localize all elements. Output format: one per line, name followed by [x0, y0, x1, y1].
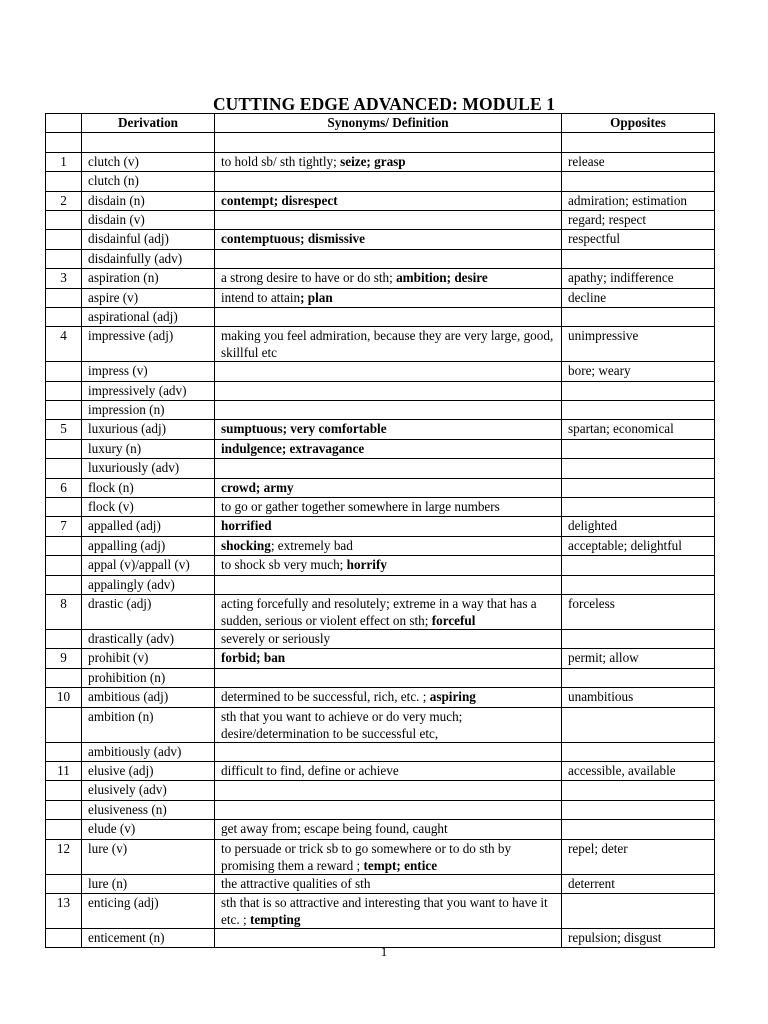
- table-row: [46, 210, 715, 229]
- opposites-cell: apathy; indifference: [562, 269, 715, 288]
- definition-cell: [215, 478, 562, 497]
- opposites-cell: bore; weary: [562, 362, 715, 381]
- opposites-cell: decline: [562, 288, 715, 307]
- definition-cell: [215, 362, 562, 381]
- derivation-cell: luxury (n): [82, 439, 215, 458]
- header-opposites: Opposites: [562, 114, 715, 133]
- definition-cell: [215, 307, 562, 326]
- derivation-cell: flock (v): [82, 498, 215, 517]
- table-row: [46, 575, 715, 594]
- definition-cell: [215, 575, 562, 594]
- derivation-cell: ambition (n): [82, 707, 215, 742]
- entry-number: [46, 668, 82, 687]
- synonym-text: horrify: [346, 557, 387, 573]
- opposites-cell: acceptable; delightful: [562, 536, 715, 555]
- entry-number: 1: [46, 152, 82, 171]
- synonym-text: contempt; disrespect: [221, 192, 338, 208]
- definition-text: a strong desire to have or do sth;: [221, 270, 397, 286]
- entry-number: [46, 362, 82, 381]
- entry-number: [46, 575, 82, 594]
- definition-cell: [215, 820, 562, 839]
- table-row: [46, 249, 715, 268]
- derivation-cell: drastic (adj): [82, 594, 215, 629]
- entry-number: 8: [46, 594, 82, 629]
- definition-cell: [215, 517, 562, 536]
- definition-cell: [215, 210, 562, 229]
- derivation-cell: lure (n): [82, 874, 215, 893]
- derivation-cell: aspirational (adj): [82, 307, 215, 326]
- definition-text: intend to attain: [221, 289, 301, 305]
- entry-number: 4: [46, 327, 82, 362]
- definition-cell: [215, 133, 562, 152]
- entry-number: [46, 401, 82, 420]
- definition-text: sth that is so attractive and interesting that you want to have it etc. ;: [221, 894, 548, 927]
- definition-text: get away from; escape being found, caught: [221, 821, 448, 837]
- definition-cell: [215, 172, 562, 191]
- table-row: [46, 839, 715, 874]
- synonym-text: contemptuous; dismissive: [221, 231, 365, 247]
- derivation-cell: ambitiously (adv): [82, 742, 215, 761]
- table-row: [46, 688, 715, 707]
- table-header-row: [46, 114, 715, 133]
- definition-cell: [215, 498, 562, 517]
- opposites-cell: [562, 381, 715, 400]
- opposites-cell: [562, 556, 715, 575]
- header-derivation: Derivation: [82, 114, 215, 133]
- opposites-cell: [562, 401, 715, 420]
- derivation-cell: elusive (adj): [82, 761, 215, 780]
- derivation-cell: impressively (adv): [82, 381, 215, 400]
- table-row: [46, 420, 715, 439]
- table-row: [46, 362, 715, 381]
- definition-cell: [215, 152, 562, 171]
- header-number: [46, 114, 82, 133]
- opposites-cell: [562, 781, 715, 800]
- entry-number: 2: [46, 191, 82, 210]
- definition-cell: [215, 288, 562, 307]
- opposites-cell: [562, 172, 715, 191]
- synonym-text: horrified: [221, 518, 272, 534]
- entry-number: [46, 536, 82, 555]
- synonym-text: shocking: [221, 537, 271, 553]
- entry-number: [46, 498, 82, 517]
- entry-number: [46, 556, 82, 575]
- definition-cell: [215, 249, 562, 268]
- derivation-cell: elusiveness (n): [82, 800, 215, 819]
- entry-number: [46, 800, 82, 819]
- table-row: [46, 761, 715, 780]
- derivation-cell: disdain (v): [82, 210, 215, 229]
- table-row: [46, 536, 715, 555]
- opposites-cell: [562, 498, 715, 517]
- table-row: [46, 459, 715, 478]
- opposites-cell: [562, 742, 715, 761]
- synonym-text: ; plan: [300, 289, 333, 305]
- opposites-cell: [562, 133, 715, 152]
- definition-text: to go or gather together somewhere in large numbers: [221, 499, 500, 515]
- opposites-cell: accessible, available: [562, 761, 715, 780]
- opposites-cell: permit; allow: [562, 649, 715, 668]
- derivation-cell: prohibition (n): [82, 668, 215, 687]
- definition-cell: [215, 707, 562, 742]
- definition-text: determined to be successful, rich, etc. ;: [221, 689, 430, 705]
- synonym-text: indulgence; extravagance: [221, 440, 365, 456]
- derivation-cell: impress (v): [82, 362, 215, 381]
- opposites-cell: [562, 575, 715, 594]
- opposites-cell: [562, 893, 715, 928]
- entry-number: [46, 307, 82, 326]
- entry-number: [46, 210, 82, 229]
- entry-number: [46, 820, 82, 839]
- opposites-cell: regard; respect: [562, 210, 715, 229]
- opposites-cell: [562, 707, 715, 742]
- table-row: [46, 893, 715, 928]
- derivation-cell: disdainfully (adv): [82, 249, 215, 268]
- definition-text: acting forcefully and resolutely; extreme in a way that has a sudden, serious or violent effect on sth;: [221, 595, 537, 628]
- derivation-cell: disdainful (adj): [82, 230, 215, 249]
- definition-text: to hold sb/ sth tightly;: [221, 153, 341, 169]
- table-row: [46, 191, 715, 210]
- table-row: [46, 152, 715, 171]
- definition-cell: [215, 269, 562, 288]
- derivation-cell: impressive (adj): [82, 327, 215, 362]
- synonym-text: tempt; entice: [363, 857, 438, 873]
- opposites-cell: [562, 668, 715, 687]
- definition-cell: [215, 649, 562, 668]
- definition-cell: [215, 191, 562, 210]
- entry-number: 3: [46, 269, 82, 288]
- entry-number: [46, 874, 82, 893]
- derivation-cell: elude (v): [82, 820, 215, 839]
- synonym-text: tempting: [249, 911, 301, 927]
- derivation-cell: aspire (v): [82, 288, 215, 307]
- table-row: [46, 327, 715, 362]
- definition-cell: [215, 381, 562, 400]
- derivation-cell: lure (v): [82, 839, 215, 874]
- table-row: [46, 381, 715, 400]
- table-row: [46, 556, 715, 575]
- entry-number: [46, 459, 82, 478]
- synonym-text: crowd; army: [221, 479, 294, 495]
- definition-cell: [215, 761, 562, 780]
- opposites-cell: admiration; estimation: [562, 191, 715, 210]
- table-row: [46, 401, 715, 420]
- definition-cell: [215, 420, 562, 439]
- table-row: [46, 439, 715, 458]
- derivation-cell: elusively (adv): [82, 781, 215, 800]
- page-number: 1: [380, 944, 388, 959]
- entry-number: 9: [46, 649, 82, 668]
- table-row: [46, 649, 715, 668]
- opposites-cell: delighted: [562, 517, 715, 536]
- definition-text: the attractive qualities of sth: [221, 875, 371, 891]
- entry-number: 6: [46, 478, 82, 497]
- entry-number: [46, 133, 82, 152]
- synonym-text: ambition; desire: [396, 270, 488, 286]
- definition-cell: [215, 327, 562, 362]
- entry-number: 11: [46, 761, 82, 780]
- opposites-cell: forceless: [562, 594, 715, 629]
- derivation-cell: appalingly (adv): [82, 575, 215, 594]
- opposites-cell: [562, 439, 715, 458]
- table-row: [46, 594, 715, 629]
- derivation-cell: flock (n): [82, 478, 215, 497]
- derivation-cell: impression (n): [82, 401, 215, 420]
- opposites-cell: deterrent: [562, 874, 715, 893]
- page-title: CUTTING EDGE ADVANCED: MODULE 1: [212, 94, 556, 114]
- entry-number: [46, 781, 82, 800]
- definition-cell: [215, 594, 562, 629]
- opposites-cell: repulsion; disgust: [562, 928, 715, 947]
- entry-number: [46, 172, 82, 191]
- definition-cell: [215, 893, 562, 928]
- table-row: [46, 707, 715, 742]
- definition-text: sth that you want to achieve or do very much; desire/determination to be successful etc,: [221, 708, 463, 741]
- table-row: [46, 230, 715, 249]
- table-row: [46, 668, 715, 687]
- definition-text: ; extremely bad: [270, 537, 353, 553]
- definition-text: to persuade or trick sb to go somewhere or to do sth by promising them a reward ;: [221, 840, 512, 873]
- opposites-cell: [562, 820, 715, 839]
- entry-number: [46, 230, 82, 249]
- derivation-cell: aspiration (n): [82, 269, 215, 288]
- opposites-cell: [562, 800, 715, 819]
- entry-number: [46, 742, 82, 761]
- opposites-cell: [562, 459, 715, 478]
- derivation-cell: clutch (n): [82, 172, 215, 191]
- table-row: [46, 629, 715, 648]
- derivation-cell: luxurious (adj): [82, 420, 215, 439]
- opposites-cell: [562, 307, 715, 326]
- entry-number: 10: [46, 688, 82, 707]
- table-row: [46, 781, 715, 800]
- definition-cell: [215, 459, 562, 478]
- vocabulary-table: [45, 113, 715, 948]
- opposites-cell: repel; deter: [562, 839, 715, 874]
- definition-cell: [215, 629, 562, 648]
- entry-number: 7: [46, 517, 82, 536]
- definition-cell: [215, 800, 562, 819]
- opposites-cell: unimpressive: [562, 327, 715, 362]
- table-row: [46, 742, 715, 761]
- table-row: [46, 498, 715, 517]
- header-definition: Synonyms/ Definition: [215, 114, 562, 133]
- table-row: [46, 820, 715, 839]
- entry-number: [46, 629, 82, 648]
- table-body: [46, 133, 715, 948]
- definition-cell: [215, 874, 562, 893]
- definition-text: severely or seriously: [221, 630, 331, 646]
- definition-cell: [215, 742, 562, 761]
- entry-number: [46, 288, 82, 307]
- definition-cell: [215, 781, 562, 800]
- derivation-cell: enticing (adj): [82, 893, 215, 928]
- definition-cell: [215, 536, 562, 555]
- opposites-cell: release: [562, 152, 715, 171]
- synonym-text: sumptuous; very comfortable: [221, 421, 387, 437]
- derivation-cell: appal (v)/appall (v): [82, 556, 215, 575]
- synonym-text: forbid; ban: [221, 650, 286, 666]
- table-row: [46, 517, 715, 536]
- opposites-cell: [562, 249, 715, 268]
- table-row: [46, 478, 715, 497]
- entry-number: [46, 439, 82, 458]
- table-row: [46, 133, 715, 152]
- entry-number: [46, 249, 82, 268]
- definition-cell: [215, 401, 562, 420]
- entry-number: 5: [46, 420, 82, 439]
- definition-cell: [215, 556, 562, 575]
- opposites-cell: respectful: [562, 230, 715, 249]
- definition-cell: [215, 439, 562, 458]
- derivation-cell: drastically (adv): [82, 629, 215, 648]
- entry-number: [46, 381, 82, 400]
- synonym-text: forceful: [431, 612, 476, 628]
- definition-cell: [215, 230, 562, 249]
- entry-number: 12: [46, 839, 82, 874]
- derivation-cell: prohibit (v): [82, 649, 215, 668]
- opposites-cell: [562, 478, 715, 497]
- derivation-cell: appalled (adj): [82, 517, 215, 536]
- derivation-cell: enticement (n): [82, 928, 215, 947]
- table-row: [46, 307, 715, 326]
- opposites-cell: unambitious: [562, 688, 715, 707]
- definition-cell: [215, 688, 562, 707]
- derivation-cell: luxuriously (adv): [82, 459, 215, 478]
- table-row: [46, 269, 715, 288]
- derivation-cell: clutch (v): [82, 152, 215, 171]
- entry-number: [46, 707, 82, 742]
- table-row: [46, 800, 715, 819]
- opposites-cell: [562, 629, 715, 648]
- derivation-cell: disdain (n): [82, 191, 215, 210]
- definition-text: difficult to find, define or achieve: [221, 762, 399, 778]
- definition-text: to shock sb very much;: [221, 557, 347, 573]
- table-row: [46, 172, 715, 191]
- definition-cell: [215, 668, 562, 687]
- definition-cell: [215, 839, 562, 874]
- synonym-text: seize; grasp: [340, 153, 406, 169]
- derivation-cell: ambitious (adj): [82, 688, 215, 707]
- derivation-cell: [82, 133, 215, 152]
- definition-text: making you feel admiration, because they are very large, good, skillful etc: [221, 328, 554, 361]
- table-row: [46, 874, 715, 893]
- synonym-text: aspiring: [429, 689, 476, 705]
- table-row: [46, 288, 715, 307]
- derivation-cell: appalling (adj): [82, 536, 215, 555]
- opposites-cell: spartan; economical: [562, 420, 715, 439]
- entry-number: 13: [46, 893, 82, 928]
